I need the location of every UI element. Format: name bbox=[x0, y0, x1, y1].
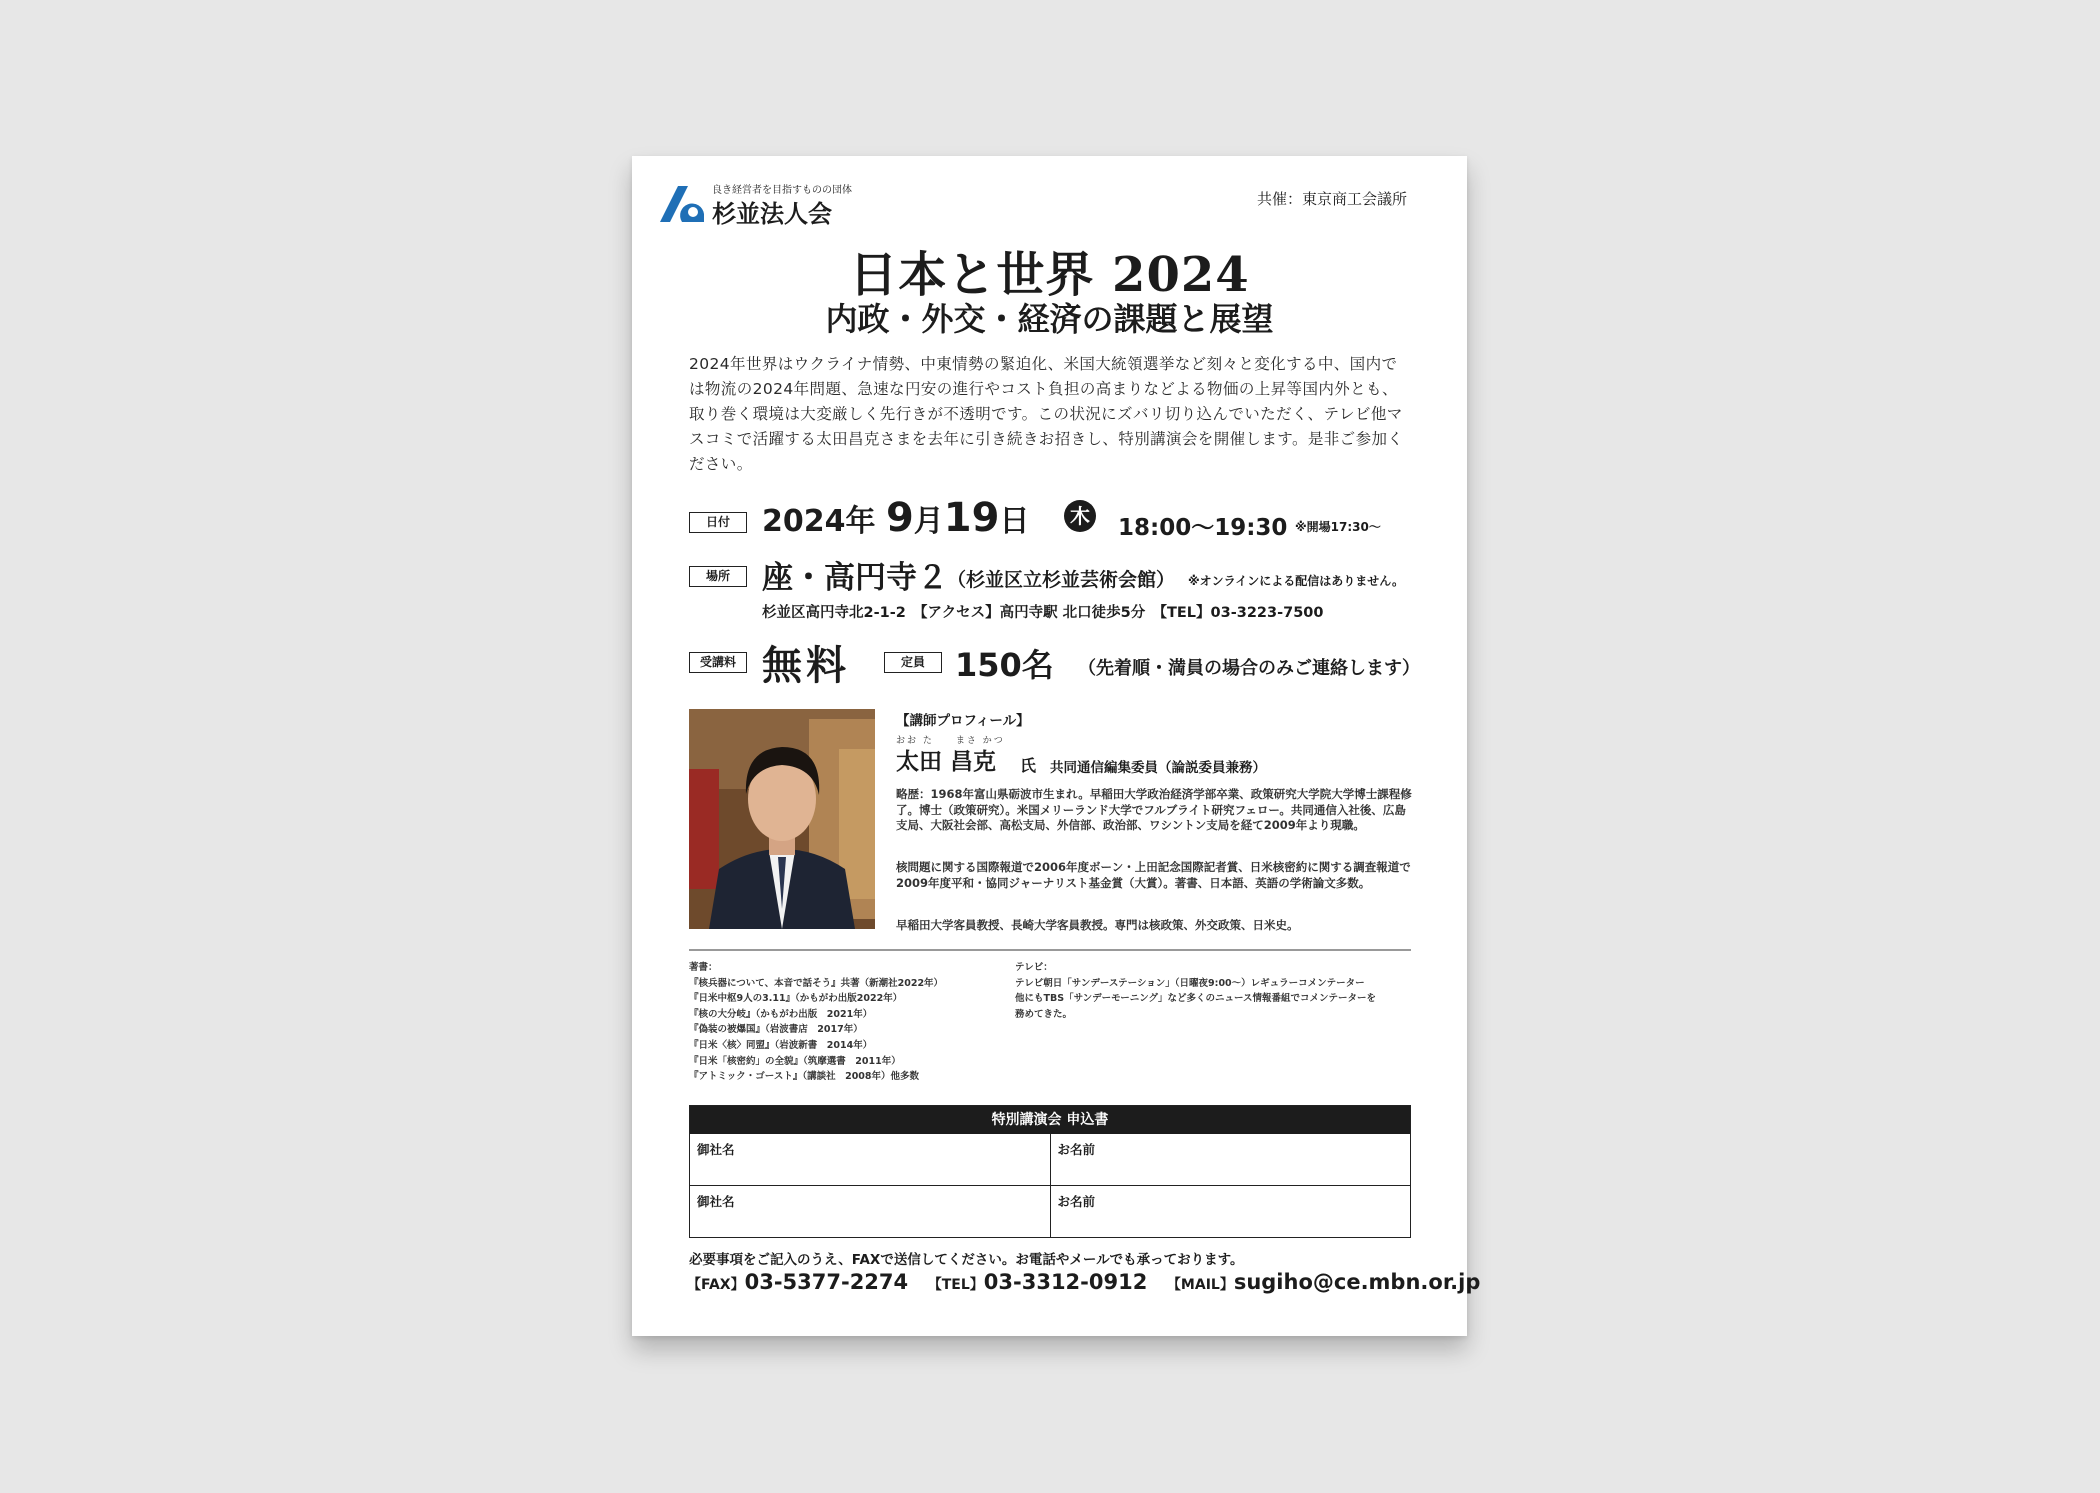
venue-subname: （杉並区立杉並芸術会館） bbox=[947, 569, 1176, 591]
speaker-name-ruby: おお た まさ かつ bbox=[896, 736, 1005, 746]
person-name-field[interactable]: お名前 bbox=[1050, 1134, 1411, 1185]
event-subtitle: 内政・外交・経済の課題と展望 bbox=[825, 300, 1274, 338]
speaker-photo bbox=[689, 709, 875, 929]
event-date bbox=[762, 495, 1029, 541]
venue-label: 場所 bbox=[689, 566, 747, 587]
speaker-honorific: 氏 bbox=[1020, 756, 1037, 775]
capacity-value: 150名 bbox=[955, 646, 1054, 684]
contact-line bbox=[687, 1270, 1480, 1294]
section-divider bbox=[689, 949, 1411, 951]
list-item: 『日米〈核〉同盟』（岩波新書 2014年） bbox=[689, 1039, 873, 1051]
list-item: 『偽装の被爆国』（岩波書店 2017年） bbox=[689, 1024, 863, 1036]
company-name-field[interactable]: 御社名 bbox=[697, 1194, 735, 1209]
fax-label: 【FAX】 bbox=[687, 1277, 745, 1293]
flyer-sheet bbox=[632, 156, 1481, 1336]
online-note: ※オンラインによる配信はありません。 bbox=[1188, 574, 1405, 588]
intro-paragraph: 2024年世界はウクライナ情勢、中東情勢の緊迫化、米国大統領選挙など刻々と変化する中、国内では物流の2024年問題、急速な円安の進行やコスト負担の高まりなどよる物価の上昇等国内外とも、取り巻く環境は大変厳しく先行きが不透明です。この状況にズバリ切り込んでいただく、テレビ他マスコミで活躍する太田昌克さまを去年に引き続きお招きし、特別講演会を開催します。是非ご参加ください。 bbox=[689, 355, 1404, 473]
list-item: 他にもTBS「サンデーモーニング」など多くのニュース情報番組でコメンテーターを bbox=[1015, 993, 1377, 1005]
date-day-unit: 日 bbox=[999, 504, 1030, 539]
venue-name: 座・高円寺２ bbox=[762, 560, 948, 596]
list-item: 『アトミック・ゴースト』（講談社 2008年）他多数 bbox=[689, 1071, 920, 1083]
email-link[interactable]: sugiho@ce.mbn.or.jp bbox=[1233, 1270, 1481, 1294]
event-time: 18:00〜19:30 bbox=[1118, 515, 1288, 541]
speaker-bio-awards: 核問題に関する国際報道で2006年度ボーン・上田記念国際記者賞、日米核密約に関する調査報道で2009年度平和・協同ジャーナリスト基金賞（大賞）。著書、日本語、英語の学術論文多数。 bbox=[896, 860, 1411, 890]
tel-number: 03-3312-0912 bbox=[983, 1270, 1148, 1294]
list-item: 『日米「核密約」の全貌』（筑摩選書 2011年） bbox=[689, 1055, 901, 1067]
submission-note: 必要事項をご記入のうえ、FAXで送信してください。お電話やメールでも承っております。 bbox=[689, 1252, 1244, 1268]
fee-label: 受講料 bbox=[689, 652, 747, 673]
form-row bbox=[690, 1185, 1410, 1237]
org-logo-icon bbox=[658, 184, 706, 224]
venue-address: 杉並区高円寺北2-1-2 【アクセス】高円寺駅 北口徒歩5分 【TEL】03-3223-7500 bbox=[762, 605, 1324, 621]
speaker-bio-positions: 早稲田大学客員教授、長崎大学客員教授。専門は核政策、外交政策、日米史。 bbox=[896, 918, 1299, 932]
speaker-name: 太田 昌克 bbox=[896, 749, 997, 775]
list-item: 『核の大分岐』（かもがわ出版 2021年） bbox=[689, 1008, 873, 1020]
date-month: 9 bbox=[885, 495, 914, 541]
speaker-bio-career: 略歴：1968年富山県砺波市生まれ。早稲田大学政治経済学部卒業、政策研究大学院大学博士課程修了。博士（政策研究）。米国メリーランド大学でフルブライト研究フェロー。共同通信入社後、広島支局、大阪社会部、高松支局、外信部、政治部、ワシントン支局を経て2009年より現職。 bbox=[896, 787, 1412, 832]
company-name-field[interactable]: 御社名 bbox=[697, 1142, 735, 1157]
fax-number: 03-5377-2274 bbox=[744, 1270, 909, 1294]
books-heading: 著書： bbox=[689, 962, 718, 973]
capacity-label: 定員 bbox=[884, 652, 942, 673]
application-form bbox=[689, 1105, 1411, 1238]
tv-list bbox=[1015, 960, 1415, 1022]
tv-heading: テレビ： bbox=[1015, 962, 1053, 973]
cohost-text: 共催：東京商工会議所 bbox=[1256, 190, 1407, 208]
speaker-title: 共同通信編集委員（論説委員兼務） bbox=[1050, 760, 1266, 776]
fee-value: 無料 bbox=[762, 643, 850, 689]
list-item: 『核兵器について、本音で話そう』共著（新潮社2022年） bbox=[689, 977, 944, 989]
event-title: 日本と世界 2024 bbox=[849, 247, 1250, 303]
weekday-badge: 木 bbox=[1064, 500, 1096, 532]
date-year-unit: 年 bbox=[845, 504, 876, 539]
capacity-note: （先着順・満員の場合のみご連絡します） bbox=[1078, 658, 1420, 679]
person-name-field[interactable]: お名前 bbox=[1050, 1186, 1411, 1237]
profile-heading: 【講師プロフィール】 bbox=[896, 713, 1030, 729]
list-item: 務めてきた。 bbox=[1015, 1008, 1073, 1020]
doors-open-note: ※開場17:30〜 bbox=[1295, 520, 1381, 534]
form-heading: 特別講演会 申込書 bbox=[690, 1106, 1410, 1134]
date-day: 19 bbox=[943, 495, 1000, 541]
date-month-unit: 月 bbox=[913, 504, 944, 539]
date-year: 2024 bbox=[762, 504, 846, 539]
org-name: 杉並法人会 bbox=[712, 200, 832, 228]
list-item: 『日米中枢9人の3.11』（かもがわ出版2022年） bbox=[689, 993, 903, 1005]
mail-label: 【MAIL】 bbox=[1166, 1277, 1234, 1293]
books-list bbox=[689, 960, 1019, 1085]
org-tagline: 良き経営者を目指すものの団体 bbox=[712, 185, 852, 196]
tel-label: 【TEL】 bbox=[927, 1277, 984, 1293]
list-item: テレビ朝日「サンデーステーション」（日曜夜9:00〜）レギュラーコメンテーター bbox=[1015, 977, 1365, 989]
date-label: 日付 bbox=[689, 512, 747, 533]
form-row bbox=[690, 1134, 1410, 1185]
